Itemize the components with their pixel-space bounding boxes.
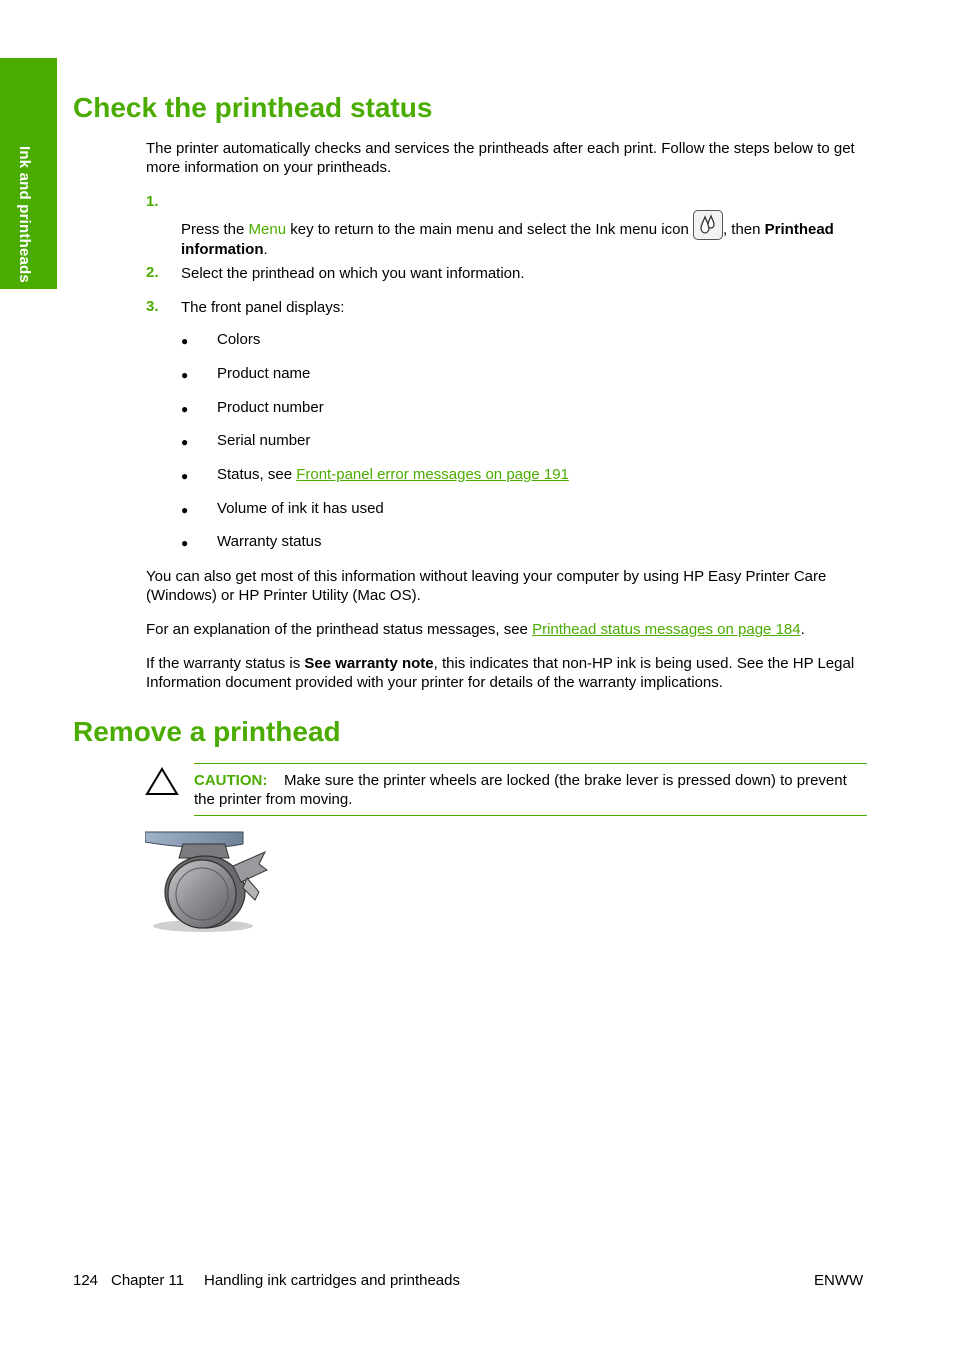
- bullet-icon: ●: [181, 503, 189, 517]
- ink-menu-icon: [693, 210, 723, 240]
- printer-wheel-brake-illustration: [145, 830, 275, 940]
- footer-chapter-title: Handling ink cartridges and printheads: [204, 1272, 460, 1289]
- side-tab-label: Ink and printheads: [16, 146, 33, 283]
- step-3-number: 3.: [146, 298, 159, 315]
- caution-bottom-rule: [194, 815, 867, 816]
- bullet-icon: ●: [181, 469, 189, 483]
- side-tab: [0, 58, 57, 289]
- list-item-serial-number: Serial number: [217, 432, 311, 449]
- list-item-colors: Colors: [217, 331, 261, 348]
- menu-key: Menu: [248, 221, 287, 238]
- list-item-warranty-status: Warranty status: [217, 533, 322, 550]
- bullet-icon: ●: [181, 536, 189, 550]
- footer-page-number: 124: [73, 1272, 99, 1289]
- caution-text: CAUTION: Make sure the printer wheels are locked (the brake lever is pressed down) to prevent the printer from moving.: [194, 772, 847, 808]
- caution-label: CAUTION:: [194, 772, 268, 789]
- footer-enww: ENWW: [814, 1272, 864, 1289]
- section-title-remove-printhead: Remove a printhead: [73, 716, 341, 747]
- list-item-product-name: Product name: [217, 365, 311, 382]
- list-item-status: Status, see Front-panel error messages on page 191: [217, 466, 569, 483]
- warranty-paragraph: If the warranty status is See warranty note, this indicates that non-HP ink is being used. See the HP Legal Information document provided with your printer for details of the warranty implications.: [146, 655, 855, 691]
- easy-printer-care-paragraph: You can also get most of this information without leaving your computer by using HP Easy Printer Care (Windows) or HP Printer Utility (Mac OS).: [146, 568, 827, 604]
- footer-chapter: Chapter 11: [111, 1272, 185, 1289]
- step-2-text: Select the printhead on which you want information.: [181, 265, 525, 282]
- intro-paragraph: The printer automatically checks and services the printheads after each print. Follow the steps below to get more information on your printheads.: [146, 140, 855, 176]
- status-messages-paragraph: For an explanation of the printhead status messages, see Printhead status messages on page 184.: [146, 621, 805, 638]
- step-1-text: Press the Menu key to return to the main menu and select the Ink menu icon , then Printhead information.: [181, 210, 871, 259]
- step-2-number: 2.: [146, 264, 159, 281]
- step-3-text: The front panel displays:: [181, 299, 345, 316]
- list-item-volume-of-ink: Volume of ink it has used: [217, 500, 384, 517]
- printhead-status-messages-link[interactable]: Printhead status messages on page 184: [532, 621, 801, 638]
- caution-top-rule: [194, 763, 867, 764]
- bullet-icon: ●: [181, 435, 189, 449]
- bullet-icon: ●: [181, 334, 189, 348]
- step-1-number: 1.: [146, 193, 159, 210]
- bullet-icon: ●: [181, 368, 189, 382]
- bullet-icon: ●: [181, 402, 189, 416]
- caution-icon: [145, 767, 179, 797]
- front-panel-error-messages-link[interactable]: Front-panel error messages on page 191: [296, 466, 569, 483]
- list-item-product-number: Product number: [217, 399, 324, 416]
- section-title-check-printhead-status: Check the printhead status: [73, 92, 433, 123]
